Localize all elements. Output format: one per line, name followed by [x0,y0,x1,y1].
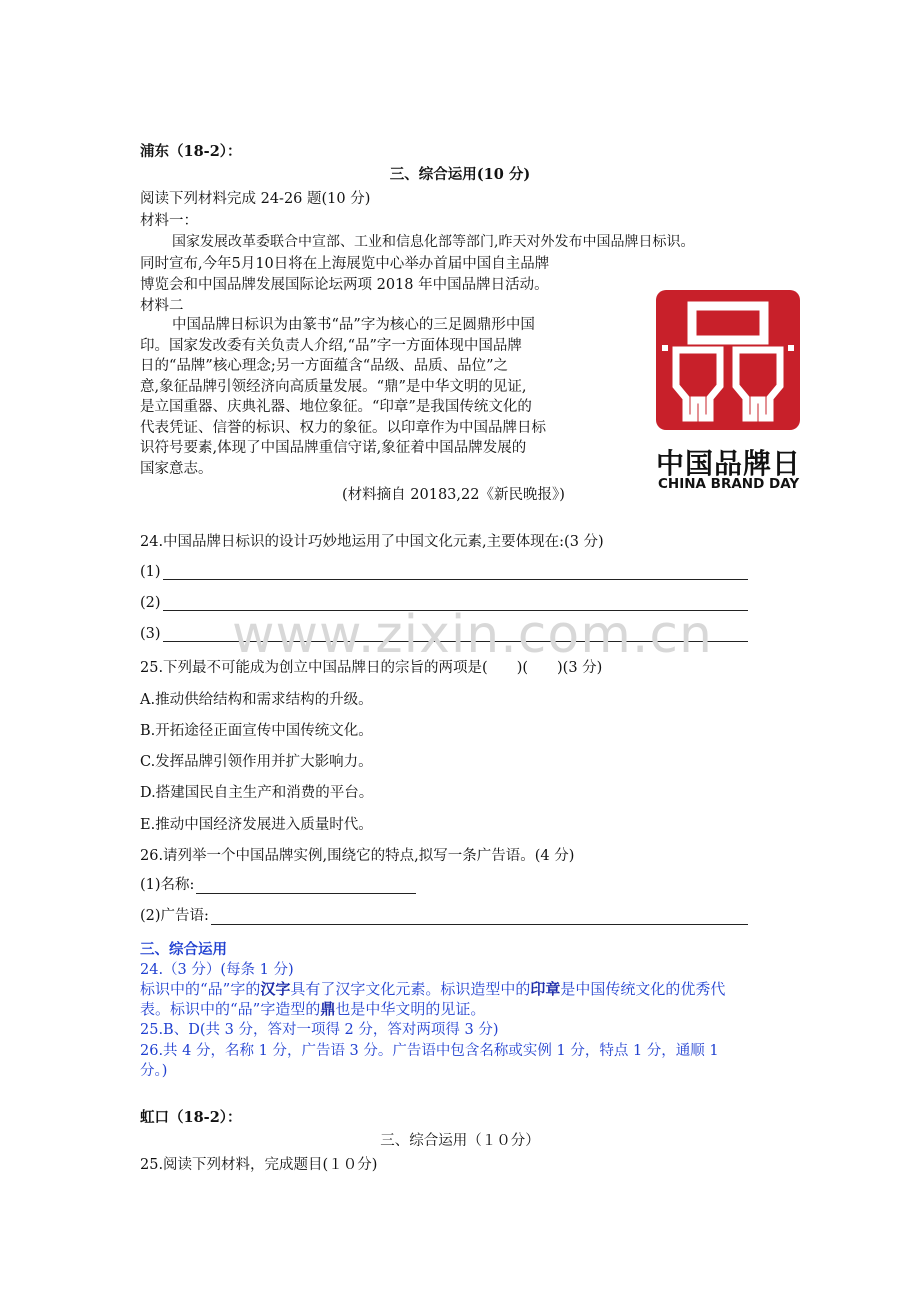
blank-label: (1) [140,564,161,580]
logo-english-text: CHINA BRAND DAY [658,476,800,492]
q25-option-b: B.开拓途径正面宣传中国传统文化。 [140,723,373,739]
section2-question-25: 25.阅读下列材料，完成题目(１０分) [140,1157,378,1173]
q24-blank-1[interactable] [140,560,748,580]
watermark: www.zixin.com.cn [232,605,713,665]
q25-option-d: D.搭建国民自主生产和消费的平台。 [140,785,374,801]
answer-24-line2 [140,998,485,1019]
q26-slogan-field[interactable] [140,905,748,925]
section2-title: 三、综合运用（１０分） [380,1133,540,1149]
answer-keyword: 印章 [530,980,561,998]
question-24: 24.中国品牌日标识的设计巧妙地运用了中国文化元素,主要体现在:(3 分) [140,534,604,550]
material2-line: 日的“品牌”核心理念;另一方面蕴含“品级、品质、品位”之 [140,358,509,374]
material2-line: 代表凭证、信誉的标识、权力的象征。以印章作为中国品牌日标 [140,419,546,436]
question-25: 25.下列最不可能成为创立中国品牌日的宗旨的两项是( )( )(3 分) [140,660,603,676]
answer-key-title: 三、综合运用 [140,941,227,958]
material-source: (材料摘自 20183,22《新民晚报》) [342,487,565,503]
brand-seal-icon [652,288,804,438]
answer-line [196,879,416,894]
slogan-label: (2)广告语: [140,908,209,924]
logo-chinese-text: 中国品牌日 [656,447,802,480]
name-label: (1)名称: [140,877,195,893]
section-title: 三、综合运用(10 分) [389,166,531,183]
material1-line1: 国家发展改革委联合中宣部、工业和信息化部等部门,昨天对外发布中国品牌日标识。 [172,234,695,250]
material2-label: 材料二 [140,298,184,314]
answer-26-line2: 分。) [140,1063,168,1079]
answer-text: 具有了汉字文化元素。标识造型中的 [290,980,531,998]
question-26: 26.请列举一个中国品牌实例,围绕它的特点,拟写一条广告语。(4 分) [140,848,575,864]
answer-text: 是中国传统文化的优秀代 [560,980,726,998]
blank-label: (3) [140,626,161,642]
section-heading-hongkou: 虹口（18-2）： [140,1109,242,1126]
material1-line3: 博览会和中国品牌发展国际论坛两项 2018 年中国品牌日活动。 [140,277,549,293]
q25-option-a: A.推动供给结构和需求结构的升级。 [140,692,373,708]
china-brand-day-logo [652,288,804,494]
material2-line: 是立国重器、庆典礼器、地位象征。“印章”是我国传统文化的 [140,399,532,415]
answer-text: 也是中华文明的见证。 [335,1000,486,1018]
answer-line [211,910,748,925]
blank-label: (2) [140,595,161,611]
reading-intro: 阅读下列材料完成 24-26 题(10 分) [140,191,371,207]
answer-text: 标识中的“品”字的 [140,980,261,998]
answer-text: 表。标识中的“品”字造型的 [140,1000,321,1018]
answer-25: 25.B、D(共 3 分，答对一项得 2 分，答对两项得 3 分) [140,1022,499,1038]
q26-name-field[interactable] [140,874,416,894]
q25-option-c: C.发挥品牌引领作用并扩大影响力。 [140,754,373,770]
answer-24-head: 24.（3 分）(每条 1 分) [140,962,294,978]
material1-label: 材料一： [140,213,198,229]
material2-line: 识符号要素,体现了中国品牌重信守诺,象征着中国品牌发展的 [140,440,527,456]
material2-line: 意,象征品牌引领经济向高质量发展。“鼎”是中华文明的见证, [140,378,527,395]
material1-line2: 同时宣布,今年5月10日将在上海展览中心举办首届中国自主品牌 [140,256,550,272]
q25-option-e: E.推动中国经济发展进入质量时代。 [140,817,373,833]
answer-keyword: 鼎 [320,1000,336,1018]
answer-line [163,565,748,580]
material2-line: 中国品牌日标识为由篆书“品”字为核心的三足圆鼎形中国 [172,317,535,333]
answer-24-line1 [140,978,725,999]
material2-line: 国家意志。 [140,460,213,477]
section-heading-pudong: 浦东（18-2）： [140,143,242,160]
material2-line: 印。国家发改委有关负责人介绍,“品”字一方面体现中国品牌 [140,337,522,354]
material2-paragraph [140,315,600,479]
answer-keyword: 汉字 [260,980,291,998]
answer-26-line1: 26.共 4 分，名称 1 分，广告语 3 分。广告语中包含名称或实例 1 分，特点 1 分，通顺 1 [140,1043,719,1059]
